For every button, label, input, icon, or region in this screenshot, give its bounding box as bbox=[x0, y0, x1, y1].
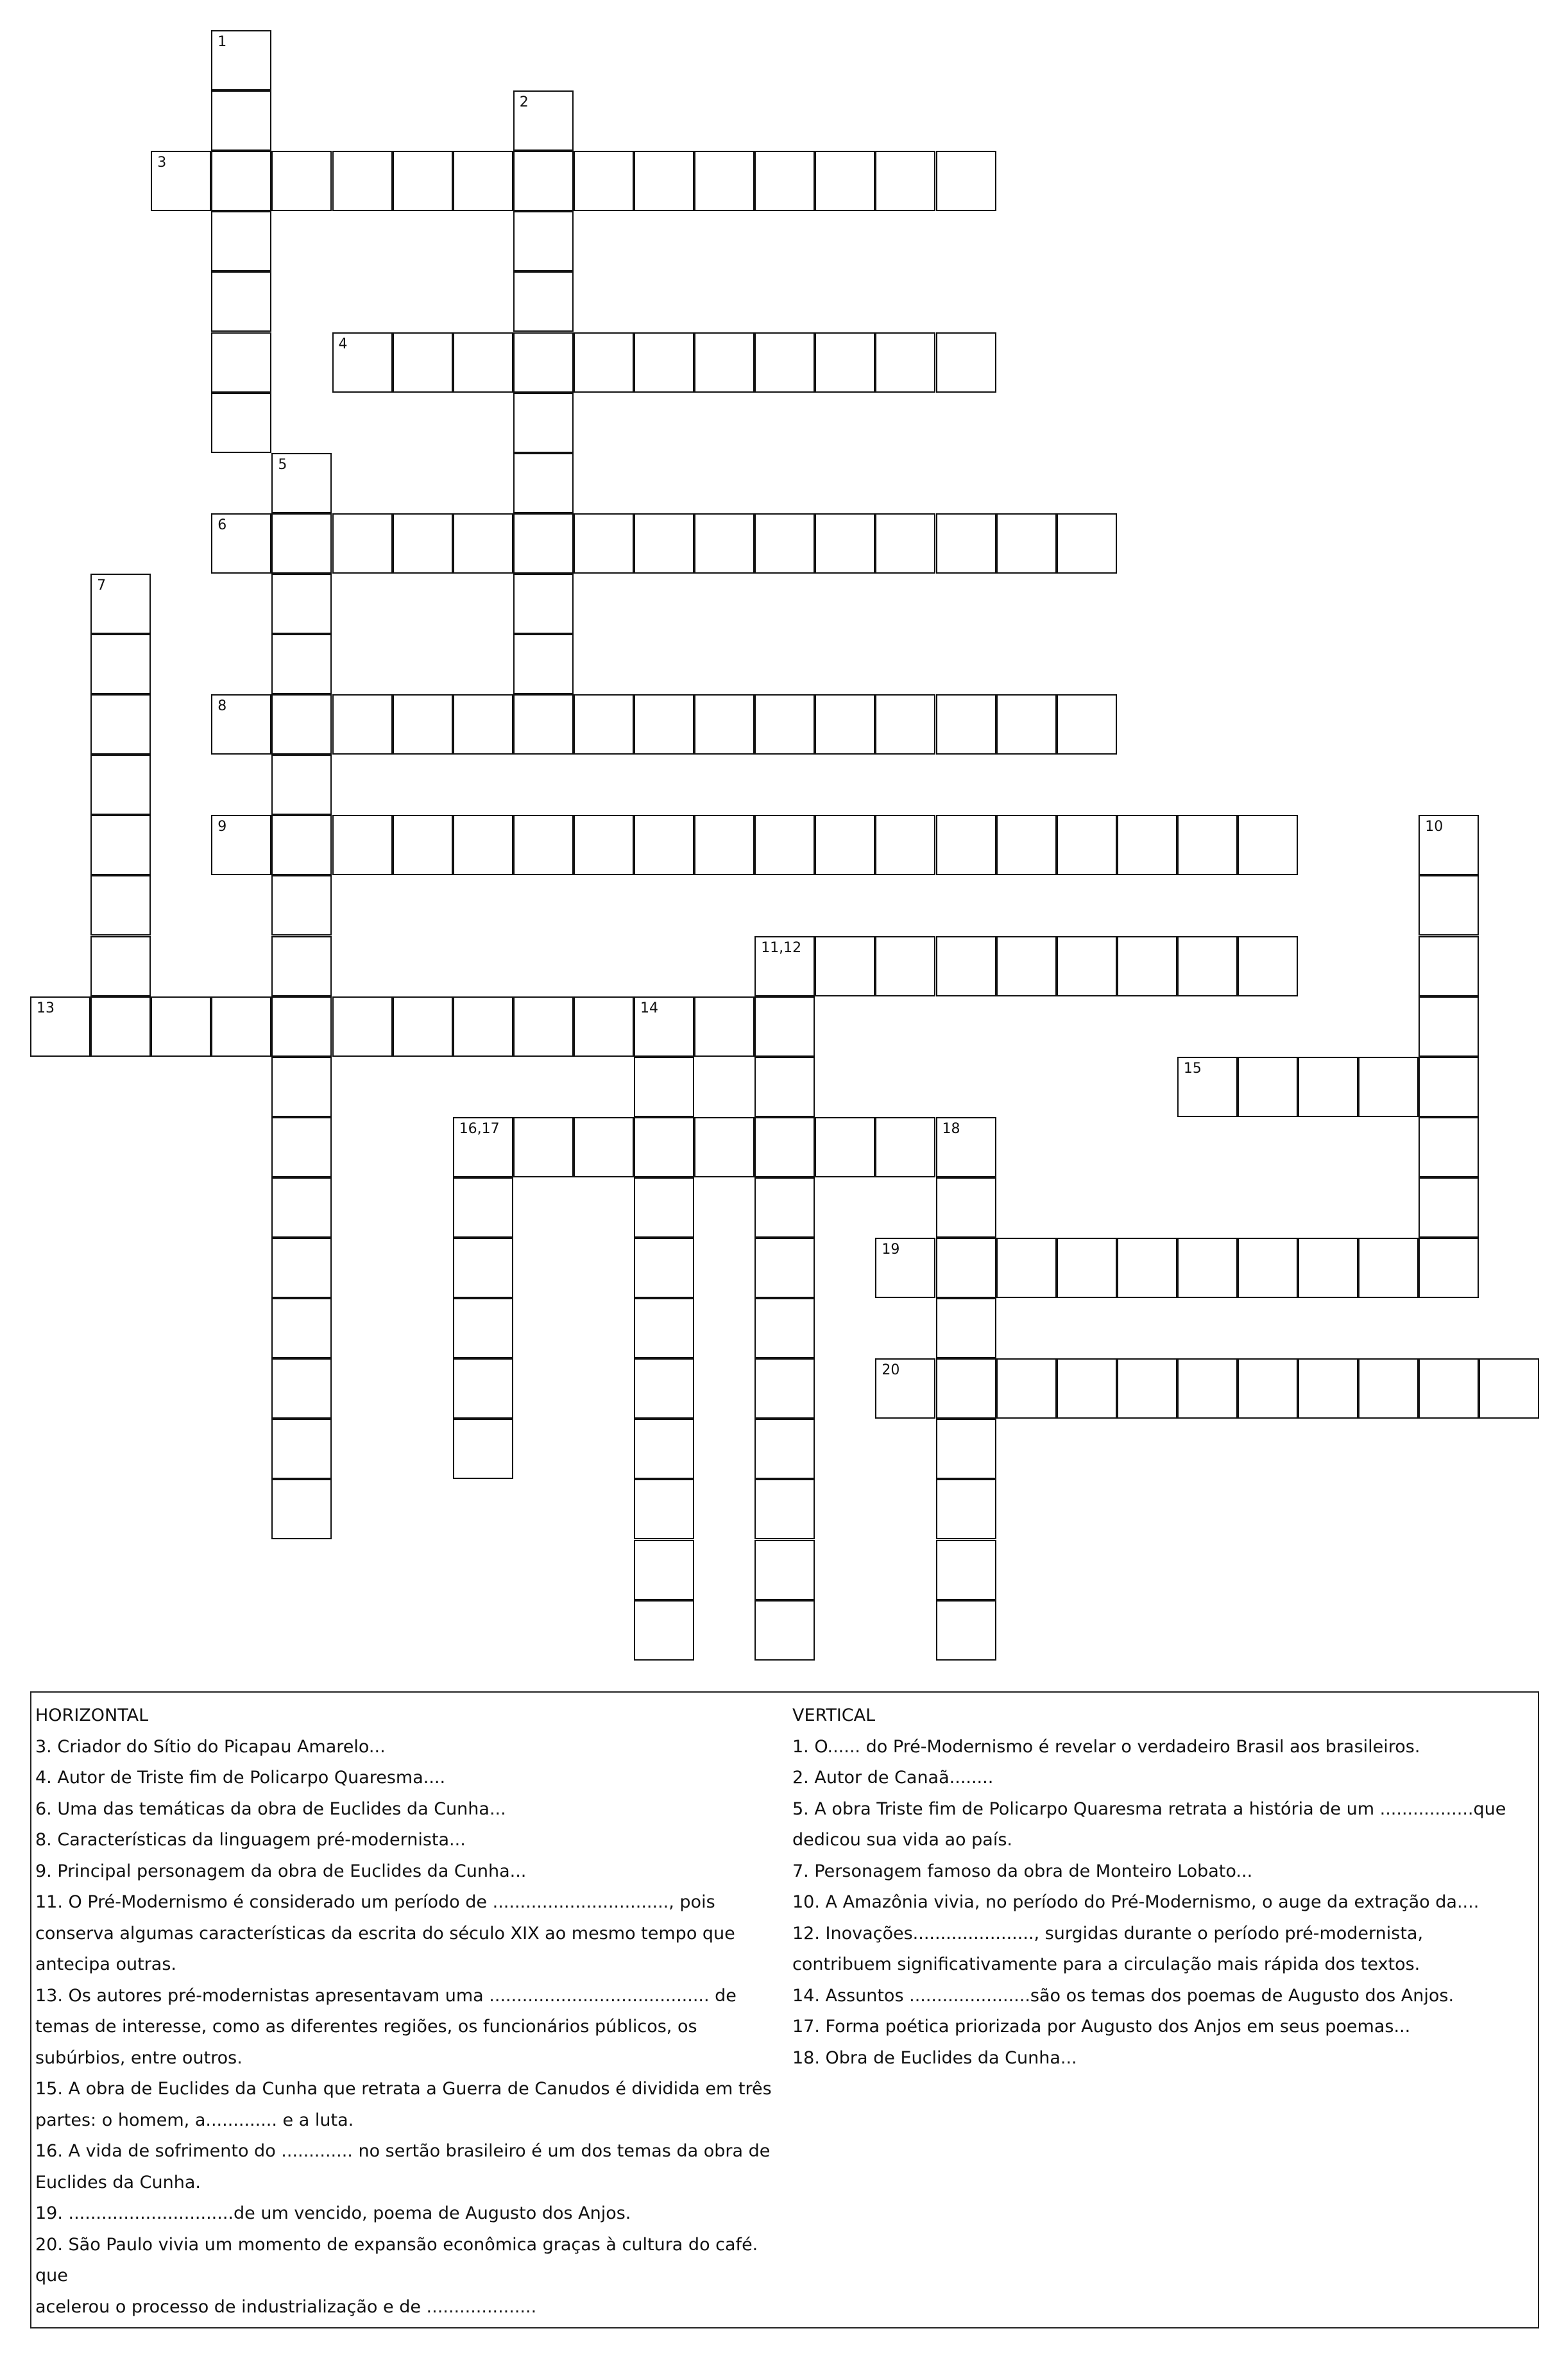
grid-cell[interactable] bbox=[634, 513, 694, 574]
grid-cell[interactable] bbox=[815, 694, 875, 755]
grid-cell[interactable] bbox=[513, 151, 574, 211]
grid-cell[interactable] bbox=[936, 1540, 996, 1600]
clue-number: 2 bbox=[519, 94, 529, 111]
clue-line: 6. Uma das temáticas da obra de Euclides da Cunha... bbox=[35, 1798, 506, 1819]
grid-cell[interactable] bbox=[513, 453, 574, 513]
grid-cell[interactable] bbox=[1298, 1358, 1358, 1419]
grid-cell[interactable] bbox=[754, 1540, 815, 1600]
grid-cell[interactable] bbox=[211, 211, 271, 271]
clue-number: 18 bbox=[942, 1120, 960, 1137]
grid-cell[interactable] bbox=[1057, 1238, 1117, 1298]
grid-cell[interactable] bbox=[574, 513, 634, 574]
grid-cell[interactable] bbox=[1298, 1238, 1358, 1298]
grid-cell[interactable] bbox=[1358, 1057, 1419, 1117]
clue-line: 16. A vida de sofrimento do ............. no sertão brasileiro é um dos temas da obra de bbox=[35, 2141, 771, 2161]
grid-cell[interactable] bbox=[453, 815, 513, 875]
grid-cell[interactable] bbox=[90, 574, 151, 634]
grid-cell[interactable] bbox=[513, 90, 574, 151]
clue-line: 13. Os autores pré-modernistas apresentavam uma ........................................ de bbox=[35, 1985, 737, 2006]
grid-cell[interactable] bbox=[754, 1057, 815, 1117]
grid-cell[interactable] bbox=[1177, 815, 1238, 875]
clue-number: 19 bbox=[882, 1242, 900, 1258]
grid-cell[interactable] bbox=[574, 815, 634, 875]
grid-cell[interactable] bbox=[271, 1358, 332, 1419]
grid-cell[interactable] bbox=[211, 996, 271, 1057]
grid-cell[interactable] bbox=[996, 815, 1057, 875]
clue-line: subúrbios, entre outros. bbox=[35, 2047, 243, 2068]
grid-cell[interactable] bbox=[634, 694, 694, 755]
grid-cell[interactable] bbox=[996, 513, 1057, 574]
grid-cell[interactable] bbox=[936, 1358, 996, 1419]
clue-number: 3 bbox=[157, 155, 167, 171]
vertical-header: VERTICAL bbox=[792, 1705, 876, 1725]
grid-cell[interactable] bbox=[1238, 1358, 1298, 1419]
grid-cell[interactable] bbox=[1177, 1238, 1238, 1298]
clue-number: 13 bbox=[37, 1000, 55, 1016]
clue-line: 11. O Pré-Modernismo é considerado um período de ................................, pois bbox=[35, 1892, 715, 1912]
grid-cell[interactable] bbox=[936, 936, 996, 996]
grid-cell[interactable] bbox=[271, 1419, 332, 1479]
grid-cell[interactable] bbox=[634, 1479, 694, 1539]
grid-cell[interactable] bbox=[393, 694, 453, 755]
grid-cell[interactable] bbox=[1238, 1057, 1298, 1117]
grid-cell[interactable] bbox=[875, 513, 935, 574]
clue-number: 14 bbox=[640, 1000, 658, 1016]
grid-cell[interactable] bbox=[1057, 936, 1117, 996]
clue-number: 5 bbox=[278, 456, 287, 473]
grid-cell[interactable] bbox=[1419, 1117, 1479, 1177]
clue-line: partes: o homem, a............. e a luta. bbox=[35, 2110, 354, 2130]
grid-cell[interactable] bbox=[271, 1298, 332, 1358]
grid-cell[interactable] bbox=[754, 332, 815, 393]
grid-cell[interactable] bbox=[393, 332, 453, 393]
grid-cell[interactable] bbox=[754, 151, 815, 211]
clue-line: 9. Principal personagem da obra de Euclides da Cunha... bbox=[35, 1861, 527, 1881]
grid-cell[interactable] bbox=[634, 1540, 694, 1600]
grid-cell[interactable] bbox=[1479, 1358, 1539, 1419]
clue-number: 4 bbox=[338, 336, 348, 352]
grid-cell[interactable] bbox=[694, 332, 754, 393]
grid-cell[interactable] bbox=[90, 875, 151, 936]
grid-cell[interactable] bbox=[453, 1238, 513, 1298]
grid-cell[interactable] bbox=[754, 1298, 815, 1358]
grid-cell[interactable] bbox=[90, 694, 151, 755]
grid-cell[interactable] bbox=[1419, 1057, 1479, 1117]
grid-cell[interactable] bbox=[211, 332, 271, 393]
grid-cell[interactable] bbox=[815, 815, 875, 875]
grid-cell[interactable] bbox=[1057, 815, 1117, 875]
clue-number: 16,17 bbox=[459, 1120, 500, 1137]
grid-cell[interactable] bbox=[393, 513, 453, 574]
grid-cell[interactable] bbox=[1419, 936, 1479, 996]
grid-cell[interactable] bbox=[271, 1117, 332, 1177]
clue-line: 3. Criador do Sítio do Picapau Amarelo... bbox=[35, 1736, 386, 1757]
grid-cell[interactable] bbox=[1419, 1358, 1479, 1419]
grid-cell[interactable] bbox=[815, 936, 875, 996]
grid-cell[interactable] bbox=[271, 1238, 332, 1298]
grid-cell[interactable] bbox=[936, 151, 996, 211]
horizontal-clues bbox=[35, 1700, 780, 2323]
clue-line: 7. Personagem famoso da obra de Monteiro Lobato... bbox=[792, 1861, 1253, 1881]
grid-cell[interactable] bbox=[634, 1419, 694, 1479]
grid-cell[interactable] bbox=[211, 815, 271, 875]
grid-cell[interactable] bbox=[151, 996, 211, 1057]
clue-line: 17. Forma poética priorizada por Augusto dos Anjos em seus poemas... bbox=[792, 2017, 1411, 2037]
grid-cell[interactable] bbox=[754, 1238, 815, 1298]
grid-cell[interactable] bbox=[1238, 1238, 1298, 1298]
grid-cell[interactable] bbox=[936, 332, 996, 393]
grid-cell[interactable] bbox=[513, 271, 574, 332]
grid-cell[interactable] bbox=[815, 513, 875, 574]
grid-cell[interactable] bbox=[1177, 936, 1238, 996]
grid-cell[interactable] bbox=[271, 1479, 332, 1539]
grid-cell[interactable] bbox=[694, 694, 754, 755]
grid-cell[interactable] bbox=[754, 1600, 815, 1661]
clue-number: 15 bbox=[1183, 1060, 1202, 1077]
clue-line: 19. ..............................de um vencido, poema de Augusto dos Anjos. bbox=[35, 2203, 631, 2223]
grid-cell[interactable] bbox=[1419, 1238, 1479, 1298]
grid-cell[interactable] bbox=[634, 332, 694, 393]
grid-cell[interactable] bbox=[513, 1117, 574, 1177]
clue-number: 10 bbox=[1425, 819, 1444, 835]
grid-cell[interactable] bbox=[634, 996, 694, 1057]
grid-cell[interactable] bbox=[574, 332, 634, 393]
grid-cell[interactable] bbox=[936, 513, 996, 574]
clue-number: 6 bbox=[217, 517, 227, 533]
grid-cell[interactable] bbox=[90, 815, 151, 875]
grid-cell[interactable] bbox=[574, 151, 634, 211]
grid-cell[interactable] bbox=[694, 1117, 754, 1177]
grid-cell[interactable] bbox=[513, 513, 574, 574]
grid-cell[interactable] bbox=[754, 1358, 815, 1419]
grid-cell[interactable] bbox=[271, 1057, 332, 1117]
grid-cell[interactable] bbox=[453, 332, 513, 393]
grid-cell[interactable] bbox=[90, 996, 151, 1057]
clue-line: 10. A Amazônia vivia, no período do Pré-Modernismo, o auge da extração da.... bbox=[792, 1892, 1479, 1912]
grid-cell[interactable] bbox=[574, 1117, 634, 1177]
clues-box bbox=[30, 1691, 1539, 2328]
grid-cell[interactable] bbox=[936, 1117, 996, 1177]
grid-cell[interactable] bbox=[1419, 875, 1479, 936]
grid-cell[interactable] bbox=[271, 513, 332, 574]
grid-cell[interactable] bbox=[1358, 1358, 1419, 1419]
clue-number: 1 bbox=[217, 34, 227, 50]
grid-cell[interactable] bbox=[453, 1358, 513, 1419]
grid-cell[interactable] bbox=[1177, 1057, 1238, 1117]
grid-cell[interactable] bbox=[694, 151, 754, 211]
grid-cell[interactable] bbox=[634, 815, 694, 875]
grid-cell[interactable] bbox=[1057, 1358, 1117, 1419]
grid-cell[interactable] bbox=[634, 1177, 694, 1238]
grid-cell[interactable] bbox=[513, 694, 574, 755]
grid-cell[interactable] bbox=[875, 1117, 935, 1177]
grid-cell[interactable] bbox=[634, 1117, 694, 1177]
grid-cell[interactable] bbox=[453, 1298, 513, 1358]
clue-line: 8. Características da linguagem pré-modernista... bbox=[35, 1830, 466, 1850]
grid-cell[interactable] bbox=[211, 271, 271, 332]
grid-cell[interactable] bbox=[1419, 996, 1479, 1057]
grid-cell[interactable] bbox=[754, 1177, 815, 1238]
grid-cell[interactable] bbox=[453, 1117, 513, 1177]
grid-cell[interactable] bbox=[936, 694, 996, 755]
grid-cell[interactable] bbox=[1117, 815, 1177, 875]
grid-cell[interactable] bbox=[393, 815, 453, 875]
grid-cell[interactable] bbox=[875, 1358, 935, 1419]
grid-cell[interactable] bbox=[393, 996, 453, 1057]
grid-cell[interactable] bbox=[271, 815, 332, 875]
grid-cell[interactable] bbox=[211, 90, 271, 151]
clue-number: 11,12 bbox=[761, 939, 802, 956]
grid-cell[interactable] bbox=[332, 996, 393, 1057]
clue-line: temas de interesse, como as diferentes regiões, os funcionários públicos, os bbox=[35, 2017, 697, 2037]
grid-cell[interactable] bbox=[1298, 1057, 1358, 1117]
grid-cell[interactable] bbox=[271, 453, 332, 513]
grid-cell[interactable] bbox=[90, 755, 151, 815]
clue-number: 7 bbox=[97, 577, 107, 594]
grid-cell[interactable] bbox=[754, 513, 815, 574]
grid-cell[interactable] bbox=[634, 1358, 694, 1419]
grid-cell[interactable] bbox=[936, 815, 996, 875]
grid-cell[interactable] bbox=[453, 513, 513, 574]
grid-cell[interactable] bbox=[513, 211, 574, 271]
grid-cell[interactable] bbox=[754, 1419, 815, 1479]
grid-cell[interactable] bbox=[453, 1177, 513, 1238]
grid-cell[interactable] bbox=[271, 634, 332, 694]
grid-cell[interactable] bbox=[634, 1057, 694, 1117]
grid-cell[interactable] bbox=[1238, 815, 1298, 875]
grid-cell[interactable] bbox=[513, 332, 574, 393]
grid-cell[interactable] bbox=[634, 1298, 694, 1358]
grid-cell[interactable] bbox=[996, 694, 1057, 755]
clue-line: conserva algumas características da escrita do século XIX ao mesmo tempo que bbox=[35, 1923, 735, 1944]
grid-cell[interactable] bbox=[754, 815, 815, 875]
grid-cell[interactable] bbox=[694, 815, 754, 875]
grid-cell[interactable] bbox=[1177, 1358, 1238, 1419]
grid-cell[interactable] bbox=[211, 151, 271, 211]
grid-cell[interactable] bbox=[332, 694, 393, 755]
grid-cell[interactable] bbox=[574, 996, 634, 1057]
grid-cell[interactable] bbox=[936, 1177, 996, 1238]
grid-cell[interactable] bbox=[996, 1238, 1057, 1298]
grid-cell[interactable] bbox=[453, 694, 513, 755]
grid-cell[interactable] bbox=[513, 393, 574, 453]
grid-cell[interactable] bbox=[754, 936, 815, 996]
grid-cell[interactable] bbox=[151, 151, 211, 211]
grid-cell[interactable] bbox=[694, 996, 754, 1057]
grid-cell[interactable] bbox=[1057, 513, 1117, 574]
grid-cell[interactable] bbox=[90, 634, 151, 694]
grid-cell[interactable] bbox=[1238, 936, 1298, 996]
grid-cell[interactable] bbox=[211, 393, 271, 453]
grid-cell[interactable] bbox=[996, 936, 1057, 996]
grid-cell[interactable] bbox=[513, 634, 574, 694]
clue-line: contribuem significativamente para a circulação mais rápida dos textos. bbox=[792, 1954, 1420, 1974]
clue-number: 9 bbox=[217, 819, 227, 835]
grid-cell[interactable] bbox=[1419, 1177, 1479, 1238]
grid-cell[interactable] bbox=[634, 1600, 694, 1661]
clue-line: antecipa outras. bbox=[35, 1954, 176, 1974]
grid-cell[interactable] bbox=[513, 815, 574, 875]
grid-cell[interactable] bbox=[332, 513, 393, 574]
grid-cell[interactable] bbox=[271, 875, 332, 936]
vertical-clues bbox=[792, 1700, 1530, 2074]
grid-cell[interactable] bbox=[875, 936, 935, 996]
clue-line: 14. Assuntos ......................são os temas dos poemas de Augusto dos Anjos. bbox=[792, 1985, 1454, 2006]
clue-line: dedicou sua vida ao país. bbox=[792, 1830, 1012, 1850]
grid-cell[interactable] bbox=[815, 151, 875, 211]
clue-number: 8 bbox=[217, 698, 227, 715]
grid-cell[interactable] bbox=[754, 996, 815, 1057]
grid-cell[interactable] bbox=[815, 1117, 875, 1177]
grid-cell[interactable] bbox=[875, 332, 935, 393]
grid-cell[interactable] bbox=[1117, 1358, 1177, 1419]
clue-line: 12. Inovações......................, surgidas durante o período pré-modernista, bbox=[792, 1923, 1424, 1944]
grid-cell[interactable] bbox=[453, 151, 513, 211]
grid-cell[interactable] bbox=[271, 151, 332, 211]
grid-cell[interactable] bbox=[271, 936, 332, 996]
grid-cell[interactable] bbox=[936, 1238, 996, 1298]
grid-cell[interactable] bbox=[90, 936, 151, 996]
grid-cell[interactable] bbox=[513, 574, 574, 634]
grid-cell[interactable] bbox=[271, 574, 332, 634]
clue-line: 5. A obra Triste fim de Policarpo Quaresma retrata a história de um .................que bbox=[792, 1798, 1506, 1819]
grid-cell[interactable] bbox=[634, 151, 694, 211]
grid-cell[interactable] bbox=[754, 1117, 815, 1177]
clue-line: Euclides da Cunha. bbox=[35, 2172, 201, 2192]
grid-cell[interactable] bbox=[815, 332, 875, 393]
grid-cell[interactable] bbox=[875, 815, 935, 875]
grid-cell[interactable] bbox=[271, 996, 332, 1057]
grid-cell[interactable] bbox=[936, 1479, 996, 1539]
grid-cell[interactable] bbox=[332, 815, 393, 875]
grid-cell[interactable] bbox=[694, 513, 754, 574]
clue-line: 2. Autor de Canaã........ bbox=[792, 1768, 994, 1788]
grid-cell[interactable] bbox=[1358, 1238, 1419, 1298]
grid-cell[interactable] bbox=[332, 151, 393, 211]
grid-cell[interactable] bbox=[754, 694, 815, 755]
grid-cell[interactable] bbox=[875, 151, 935, 211]
clue-number: 20 bbox=[882, 1362, 900, 1379]
clue-line: acelerou o processo de industrialização e de .................... bbox=[35, 2296, 537, 2317]
grid-cell[interactable] bbox=[936, 1298, 996, 1358]
clue-line: 20. São Paulo vivia um momento de expansão econômica graças à cultura do café. que bbox=[35, 2234, 758, 2285]
grid-cell[interactable] bbox=[211, 30, 271, 90]
grid-cell[interactable] bbox=[634, 1238, 694, 1298]
grid-cell[interactable] bbox=[1419, 815, 1479, 875]
grid-cell[interactable] bbox=[513, 996, 574, 1057]
grid-cell[interactable] bbox=[1057, 694, 1117, 755]
grid-cell[interactable] bbox=[30, 996, 90, 1057]
grid-cell[interactable] bbox=[211, 513, 271, 574]
grid-cell[interactable] bbox=[453, 996, 513, 1057]
clue-line: 1. O...... do Pré-Modernismo é revelar o verdadeiro Brasil aos brasileiros. bbox=[792, 1736, 1420, 1757]
grid-cell[interactable] bbox=[453, 1419, 513, 1479]
grid-cell[interactable] bbox=[875, 694, 935, 755]
grid-cell[interactable] bbox=[393, 151, 453, 211]
grid-cell[interactable] bbox=[271, 755, 332, 815]
grid-cell[interactable] bbox=[1117, 936, 1177, 996]
grid-cell[interactable] bbox=[271, 1177, 332, 1238]
clue-line: 4. Autor de Triste fim de Policarpo Quaresma.... bbox=[35, 1768, 446, 1788]
grid-cell[interactable] bbox=[936, 1600, 996, 1661]
clue-line: 18. Obra de Euclides da Cunha... bbox=[792, 2047, 1077, 2068]
grid-cell[interactable] bbox=[271, 694, 332, 755]
grid-cell[interactable] bbox=[875, 1238, 935, 1298]
grid-cell[interactable] bbox=[936, 1419, 996, 1479]
horizontal-header: HORIZONTAL bbox=[35, 1705, 149, 1725]
grid-cell[interactable] bbox=[754, 1479, 815, 1539]
grid-cell[interactable] bbox=[574, 694, 634, 755]
grid-cell[interactable] bbox=[996, 1358, 1057, 1419]
grid-cell[interactable] bbox=[332, 332, 393, 393]
grid-cell[interactable] bbox=[211, 694, 271, 755]
grid-cell[interactable] bbox=[1117, 1238, 1177, 1298]
clue-line: 15. A obra de Euclides da Cunha que retrata a Guerra de Canudos é dividida em três bbox=[35, 2079, 772, 2099]
